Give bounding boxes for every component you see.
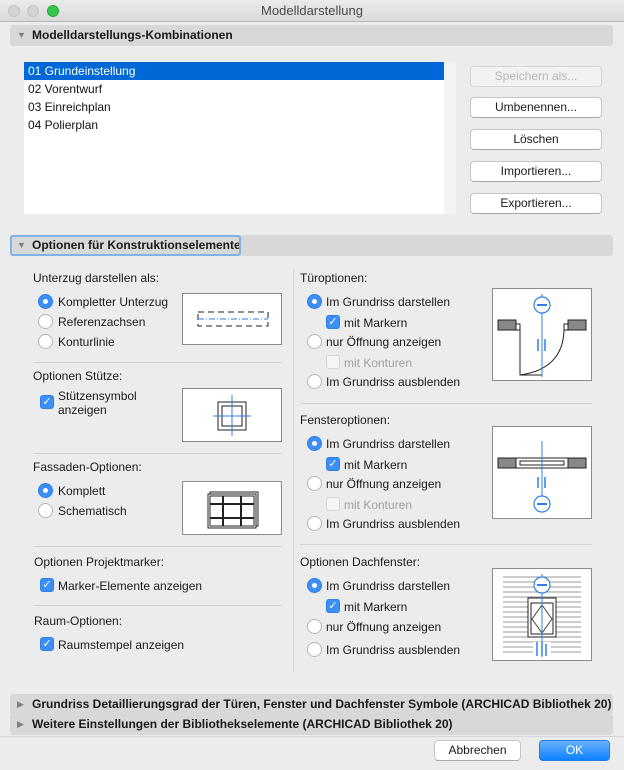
door-contours-checkbox[interactable]	[326, 355, 340, 369]
window-titlebar	[0, 0, 624, 22]
beam-reference-axes-radio[interactable]	[38, 314, 53, 329]
window-hide-label[interactable]: Im Grundriss ausblenden	[326, 517, 461, 531]
focus-ring	[10, 235, 241, 256]
door-hide-label[interactable]: Im Grundriss ausblenden	[326, 375, 461, 389]
section-library-settings-header[interactable]	[10, 714, 613, 735]
door-heading: Türoptionen:	[300, 271, 368, 285]
column-symbol-checkbox[interactable]: ✓	[40, 395, 54, 409]
window-markers-checkbox[interactable]: ✓	[326, 457, 340, 471]
skylight-hide-label[interactable]: Im Grundriss ausblenden	[326, 643, 461, 657]
disclosure-collapsed-icon: ▶	[17, 719, 24, 729]
beam-heading: Unterzug darstellen als:	[33, 271, 160, 285]
facade-heading: Fassaden-Optionen:	[33, 460, 142, 474]
window-markers-label[interactable]: mit Markern	[344, 458, 408, 472]
disclosure-collapsed-icon: ▶	[17, 699, 24, 709]
section-detail-level-label: Grundriss Detaillierungsgrad der Türen, Fenster und Dachfenster Symbole (ARCHICAD Bibliothek 20)	[32, 697, 612, 711]
skylight-opening-only-label[interactable]: nur Öffnung anzeigen	[326, 620, 442, 634]
window-show-radio[interactable]	[307, 436, 322, 451]
beam-complete-radio[interactable]	[38, 294, 53, 309]
window-contours-label[interactable]: mit Konturen	[344, 498, 413, 512]
column-divider	[293, 270, 294, 672]
door-show-label[interactable]: Im Grundriss darstellen	[326, 295, 451, 309]
section-detail-level-header[interactable]	[10, 694, 613, 715]
door-markers-label[interactable]: mit Markern	[344, 316, 408, 330]
list-scrollbar-track[interactable]	[444, 62, 456, 214]
skylight-heading: Optionen Dachfenster:	[300, 555, 421, 569]
disclosure-expanded-icon: ▼	[17, 240, 26, 250]
ok-button[interactable]: OK	[539, 740, 610, 761]
divider	[300, 544, 592, 545]
beam-contour-radio[interactable]	[38, 334, 53, 349]
window-title: Modelldarstellung	[261, 3, 363, 18]
zoom-window-button[interactable]	[47, 5, 59, 17]
window-opening-only-radio[interactable]	[307, 476, 322, 491]
skylight-hide-radio[interactable]	[307, 642, 322, 657]
door-show-radio[interactable]	[307, 294, 322, 309]
skylight-opening-only-radio[interactable]	[307, 619, 322, 634]
beam-complete-label[interactable]: Kompletter Unterzug	[58, 295, 169, 309]
window-opening-only-label[interactable]: nur Öffnung anzeigen	[326, 477, 442, 491]
column-heading: Optionen Stütze:	[33, 369, 123, 383]
door-diagram-icon	[493, 289, 591, 380]
beam-preview-image	[182, 293, 282, 345]
export-button[interactable]: Exportieren...	[470, 193, 602, 214]
facade-diagram-icon	[183, 482, 281, 534]
column-preview-image	[182, 388, 282, 442]
section-combinations-header[interactable]	[10, 25, 613, 46]
door-contours-label[interactable]: mit Konturen	[344, 356, 413, 370]
list-item[interactable]: 02 Vorentwurf	[28, 82, 103, 96]
skylight-preview-image	[492, 568, 592, 661]
section-construction-header[interactable]	[10, 235, 613, 256]
window-diagram-icon	[493, 427, 591, 518]
save-as-button[interactable]: Speichern als...	[470, 66, 602, 87]
import-button[interactable]: Importieren...	[470, 161, 602, 182]
skylight-markers-label[interactable]: mit Markern	[344, 600, 408, 614]
combinations-list[interactable]	[24, 62, 444, 214]
divider	[300, 403, 592, 404]
divider	[33, 362, 281, 363]
column-symbol-label-line1[interactable]: Stützensymbol	[58, 389, 137, 403]
column-diagram-icon	[183, 389, 281, 441]
beam-contour-label[interactable]: Konturlinie	[58, 335, 115, 349]
skylight-show-radio[interactable]	[307, 578, 322, 593]
room-stamp-label[interactable]: Raumstempel anzeigen	[58, 638, 185, 652]
project-marker-heading: Optionen Projektmarker:	[34, 555, 165, 569]
delete-button[interactable]: Löschen	[470, 129, 602, 150]
disclosure-expanded-icon: ▼	[17, 30, 26, 40]
room-heading: Raum-Optionen:	[34, 614, 123, 628]
facade-schematic-radio[interactable]	[38, 503, 53, 518]
list-item[interactable]: 04 Polierplan	[28, 118, 99, 132]
window-hide-radio[interactable]	[307, 516, 322, 531]
skylight-markers-checkbox[interactable]: ✓	[326, 599, 340, 613]
column-symbol-label-line2[interactable]: anzeigen	[58, 403, 107, 417]
rename-button[interactable]: Umbenennen...	[470, 97, 602, 118]
section-combinations-label: Modelldarstellungs-Kombinationen	[32, 28, 233, 42]
facade-complete-label[interactable]: Komplett	[58, 484, 106, 498]
skylight-show-label[interactable]: Im Grundriss darstellen	[326, 579, 451, 593]
beam-diagram-icon	[183, 294, 281, 344]
window-preview-image	[492, 426, 592, 519]
footer-divider	[0, 736, 624, 737]
minimize-window-button[interactable]	[27, 5, 39, 17]
close-window-button[interactable]	[8, 5, 20, 17]
divider	[33, 605, 281, 606]
door-opening-only-radio[interactable]	[307, 334, 322, 349]
list-item[interactable]: 01 Grundeinstellung	[24, 62, 444, 80]
marker-elements-label[interactable]: Marker-Elemente anzeigen	[58, 579, 203, 593]
beam-reference-axes-label[interactable]: Referenzachsen	[58, 315, 146, 329]
door-hide-radio[interactable]	[307, 374, 322, 389]
skylight-diagram-icon	[493, 569, 591, 660]
section-construction-label: Optionen für Konstruktionselemente	[32, 238, 241, 252]
section-library-settings-label: Weitere Einstellungen der Bibliothekselemente (ARCHICAD Bibliothek 20)	[32, 717, 453, 731]
door-markers-checkbox[interactable]: ✓	[326, 315, 340, 329]
window-contours-checkbox[interactable]	[326, 497, 340, 511]
facade-schematic-label[interactable]: Schematisch	[58, 504, 127, 518]
facade-preview-image	[182, 481, 282, 535]
list-item[interactable]: 03 Einreichplan	[28, 100, 111, 114]
divider	[33, 453, 281, 454]
divider	[33, 546, 281, 547]
cancel-button[interactable]: Abbrechen	[434, 740, 521, 761]
door-preview-image	[492, 288, 592, 381]
room-stamp-checkbox[interactable]: ✓	[40, 637, 54, 651]
door-opening-only-label[interactable]: nur Öffnung anzeigen	[326, 335, 442, 349]
marker-elements-checkbox[interactable]: ✓	[40, 578, 54, 592]
window-heading: Fensteroptionen:	[300, 413, 391, 427]
window-show-label[interactable]: Im Grundriss darstellen	[326, 437, 451, 451]
facade-complete-radio[interactable]	[38, 483, 53, 498]
